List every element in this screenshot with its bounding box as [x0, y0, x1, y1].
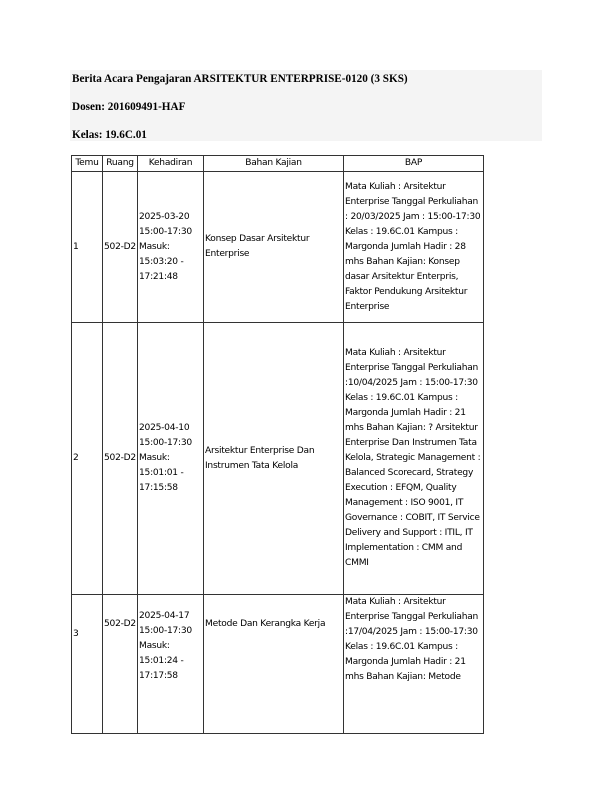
- cell-bahan-kajian: Arsitektur Enterprise Dan Instrumen Tata Kelola: [204, 323, 344, 595]
- cell-temu: 2: [72, 323, 103, 595]
- col-header-bahan-kajian: Bahan Kajian: [204, 156, 344, 172]
- cell-kehadiran: 2025-04-10 15:00-17:30 Masuk: 15:01:01 - 17:15:58: [138, 323, 204, 595]
- cell-ruang: 502-D2: [103, 172, 138, 323]
- document-title: Berita Acara Pengajaran ARSITEKTUR ENTERPRISE-0120 (3 SKS): [72, 73, 408, 85]
- cell-ruang: 502-D2: [103, 323, 138, 595]
- cell-temu: 3: [72, 595, 103, 734]
- cell-ruang: 502-D2: [103, 595, 138, 734]
- table-row: [72, 172, 484, 323]
- table-row: [72, 595, 484, 734]
- teaching-log-table: [71, 155, 484, 734]
- col-header-kehadiran: Kehadiran: [138, 156, 204, 172]
- class-line: Kelas: 19.6C.01: [72, 129, 147, 141]
- cell-kehadiran: 2025-03-20 15:00-17:30 Masuk: 15:03:20 - 17:21:48: [138, 172, 204, 323]
- table-row: [72, 323, 484, 595]
- cell-bahan-kajian: Konsep Dasar Arsitektur Enterprise: [204, 172, 344, 323]
- col-header-bap: BAP: [344, 156, 484, 172]
- cell-kehadiran: 2025-04-17 15:00-17:30 Masuk: 15:01:24 - 17:17:58: [138, 595, 204, 734]
- cell-bap: Mata Kuliah : Arsitektur Enterprise Tanggal Perkuliahan : 20/03/2025 Jam : 15:00-17:30 Kelas : 19.6C.01 Kampus : Margonda Jumlah Hadir : 28 mhs Bahan Kajian: Konsep dasar Arsitektur Enterpris, Faktor Pendukung Arsitektur Enterprise: [344, 172, 484, 323]
- lecturer-line: Dosen: 201609491-HAF: [72, 101, 186, 113]
- cell-bahan-kajian: Metode Dan Kerangka Kerja: [204, 595, 344, 734]
- col-header-temu: Temu: [72, 156, 103, 172]
- cell-bap: Mata Kuliah : Arsitektur Enterprise Tanggal Perkuliahan :10/04/2025 Jam : 15:00-17:30 Kelas : 19.6C.01 Kampus : Margonda Jumlah Hadir : 21 mhs Bahan Kajian: ? Arsitektur Enterprise Dan Instrumen Tata Kelola, Strategic Management : Balanced Scorecard, Strategy Execution : EFQM, Quality Management : ISO 9001, IT Governance : COBIT, IT Service Delivery and Support : ITIL, IT Implementation : CMM and CMMI: [344, 323, 484, 595]
- table-header-row: [72, 156, 484, 172]
- cell-bap: Mata Kuliah : Arsitektur Enterprise Tanggal Perkuliahan :17/04/2025 Jam : 15:00-17:30 Kelas : 19.6C.01 Kampus : Margonda Jumlah Hadir : 21 mhs Bahan Kajian: Metode: [344, 595, 484, 734]
- col-header-ruang: Ruang: [103, 156, 138, 172]
- cell-temu: 1: [72, 172, 103, 323]
